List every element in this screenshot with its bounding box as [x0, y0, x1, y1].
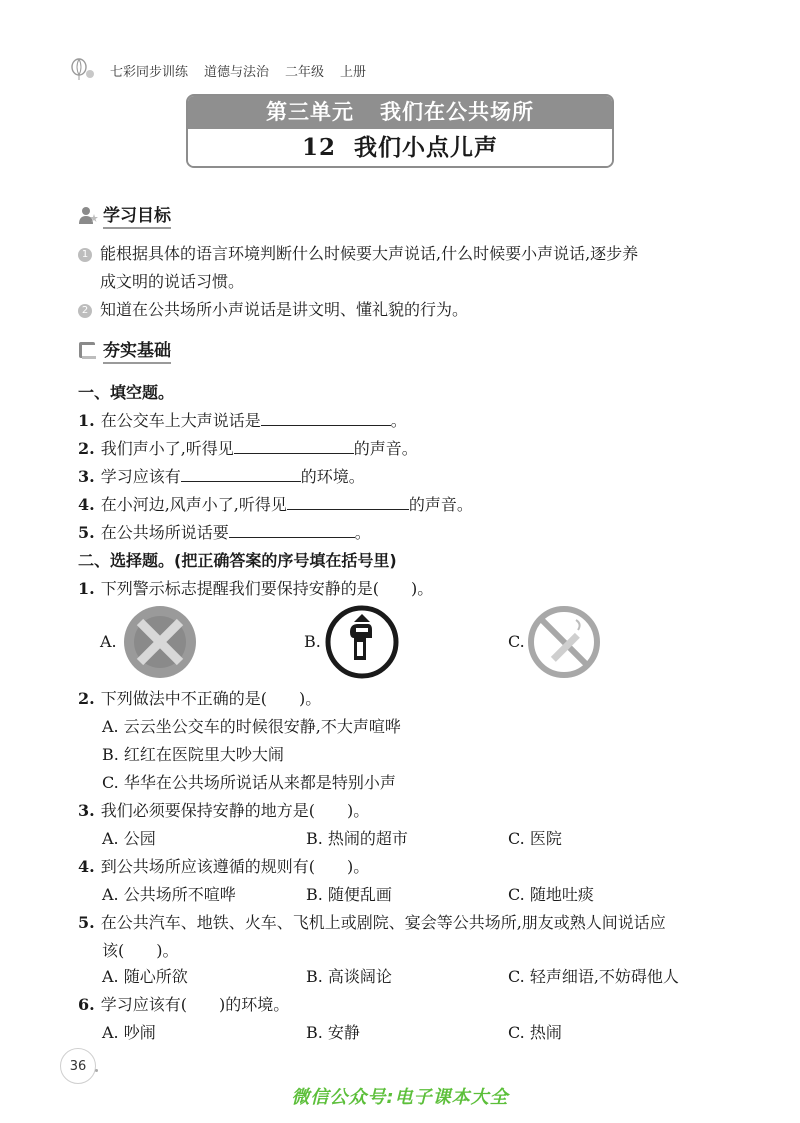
no-entry-sign-icon[interactable]: [122, 604, 198, 680]
choice-question-5: [78, 910, 666, 933]
sign-label-c: C.: [508, 632, 525, 651]
lesson-name: 我们小点儿声: [354, 134, 498, 161]
question-number: 5.: [78, 523, 95, 542]
sign-label-a: A.: [100, 632, 117, 651]
question-number: 6.: [78, 995, 95, 1014]
fill-question-3: [78, 464, 365, 487]
option-b[interactable]: B. 热闹的超市: [306, 829, 408, 848]
fill-question-2: [78, 436, 418, 459]
question-text-end: 的环境。: [300, 467, 365, 486]
question-text: 下列警示标志提醒我们要保持安静的是( )。: [100, 579, 434, 598]
goals-heading-text: 学习目标: [103, 201, 171, 229]
answer-blank[interactable]: [261, 410, 391, 426]
option-c[interactable]: C. 随地吐痰: [508, 885, 594, 904]
choice-question-4: [78, 854, 369, 877]
question-text: 在公共汽车、地铁、火车、飞机上或剧院、宴会等公共场所,朋友或熟人间说话应: [100, 913, 666, 932]
choice-question-6: [78, 992, 289, 1015]
lesson-title-box: [186, 94, 614, 168]
basics-heading: [78, 338, 171, 362]
unit-title: [188, 96, 612, 129]
answer-blank[interactable]: [181, 466, 301, 482]
question-text: 到公共场所应该遵循的规则有( )。: [100, 857, 370, 876]
question-text-continued: 该( )。: [102, 941, 179, 960]
goal-text: 能根据具体的语言环境判断什么时候要大声说话,什么时候要小声说话,逐步养: [100, 244, 639, 263]
lesson-title: [188, 129, 612, 168]
option-a[interactable]: A. 随心所欲: [102, 967, 188, 986]
question-text: 学习应该有: [100, 467, 181, 486]
question-number: 4.: [78, 495, 95, 514]
option-a[interactable]: A. 公园: [102, 829, 156, 848]
series-name: 七彩同步训练: [110, 64, 189, 80]
watermark-footer: 微信公众号:电子课本大全: [291, 1087, 509, 1108]
balloon-logo-icon: [70, 58, 96, 82]
option-c[interactable]: C. 轻声细语,不妨碍他人: [508, 967, 679, 986]
person-icon: [78, 205, 98, 225]
option-c[interactable]: C. 医院: [508, 829, 562, 848]
sign-label-b: B.: [304, 632, 321, 651]
question-text: 我们声小了,听得见: [100, 439, 234, 458]
option-a[interactable]: A. 云云坐公交车的时候很安静,不大声喧哗: [102, 717, 401, 736]
goal-text-continued: 成文明的说话习惯。: [100, 272, 245, 291]
question-number: 2.: [78, 439, 95, 458]
question-text: 我们必须要保持安静的地方是( )。: [100, 801, 370, 820]
fill-heading: 一、填空题。: [78, 383, 175, 402]
goal-text: 知道在公共场所小声说话是讲文明、懂礼貌的行为。: [100, 300, 469, 319]
fill-question-4: [78, 492, 473, 515]
option-a[interactable]: A. 公共场所不喧哗: [102, 885, 236, 904]
lesson-number: 12: [301, 134, 336, 161]
question-text: 在小河边,风声小了,听得见: [100, 495, 287, 514]
choice-question-1: [78, 576, 433, 599]
choice-heading: 二、选择题。(把正确答案的序号填在括号里): [78, 551, 397, 570]
question-text: 学习应该有( )的环境。: [100, 995, 290, 1014]
option-c[interactable]: C. 华华在公共场所说话从来都是特别小声: [102, 773, 396, 792]
page-number: 36: [60, 1048, 96, 1084]
question-text-end: 的声音。: [408, 495, 473, 514]
option-a[interactable]: A. 吵闹: [102, 1023, 156, 1042]
question-text: 在公交车上大声说话是: [100, 411, 261, 430]
subject-name: 道德与法治: [204, 64, 270, 80]
goal-number-badge: 1: [78, 248, 92, 262]
goals-heading: [78, 203, 171, 227]
option-b[interactable]: B. 安静: [306, 1023, 360, 1042]
unit-label: 第三单元: [266, 100, 354, 124]
option-b[interactable]: B. 高谈阔论: [306, 967, 392, 986]
answer-blank[interactable]: [229, 522, 355, 538]
unit-name: 我们在公共场所: [380, 100, 534, 124]
option-b[interactable]: B. 随便乱画: [306, 885, 392, 904]
goal-item-1: [78, 240, 638, 296]
volume-name: 上册: [340, 64, 367, 80]
question-number: 3.: [78, 801, 95, 820]
basics-heading-text: 夯实基础: [103, 336, 171, 364]
question-number: 1.: [78, 411, 95, 430]
question-text: 在公共场所说话要: [100, 523, 229, 542]
option-c[interactable]: C. 热闹: [508, 1023, 562, 1042]
question-number: 3.: [78, 467, 95, 486]
fill-question-5: [78, 520, 371, 543]
keep-quiet-sign-icon[interactable]: [324, 604, 400, 680]
choice-question-2: [78, 686, 321, 709]
question-text-end: 。: [390, 411, 407, 430]
goal-item-2: [78, 296, 468, 324]
page-header: [70, 58, 366, 82]
question-number: 1.: [78, 579, 95, 598]
fill-question-1: [78, 408, 407, 431]
question-number: 2.: [78, 689, 95, 708]
option-b[interactable]: B. 红红在医院里大吵大闹: [102, 745, 284, 764]
question-text-end: 的声音。: [353, 439, 418, 458]
notebook-icon: [78, 340, 98, 360]
question-text: 下列做法中不正确的是( )。: [100, 689, 322, 708]
question-number: 5.: [78, 913, 95, 932]
no-smoking-sign-icon[interactable]: [526, 604, 602, 680]
question-number: 4.: [78, 857, 95, 876]
answer-blank[interactable]: [287, 494, 409, 510]
choice-question-3: [78, 798, 369, 821]
answer-blank[interactable]: [234, 438, 354, 454]
goal-number-badge: 2: [78, 304, 92, 318]
grade-name: 二年级: [285, 64, 325, 80]
question-text-end: 。: [354, 523, 371, 542]
